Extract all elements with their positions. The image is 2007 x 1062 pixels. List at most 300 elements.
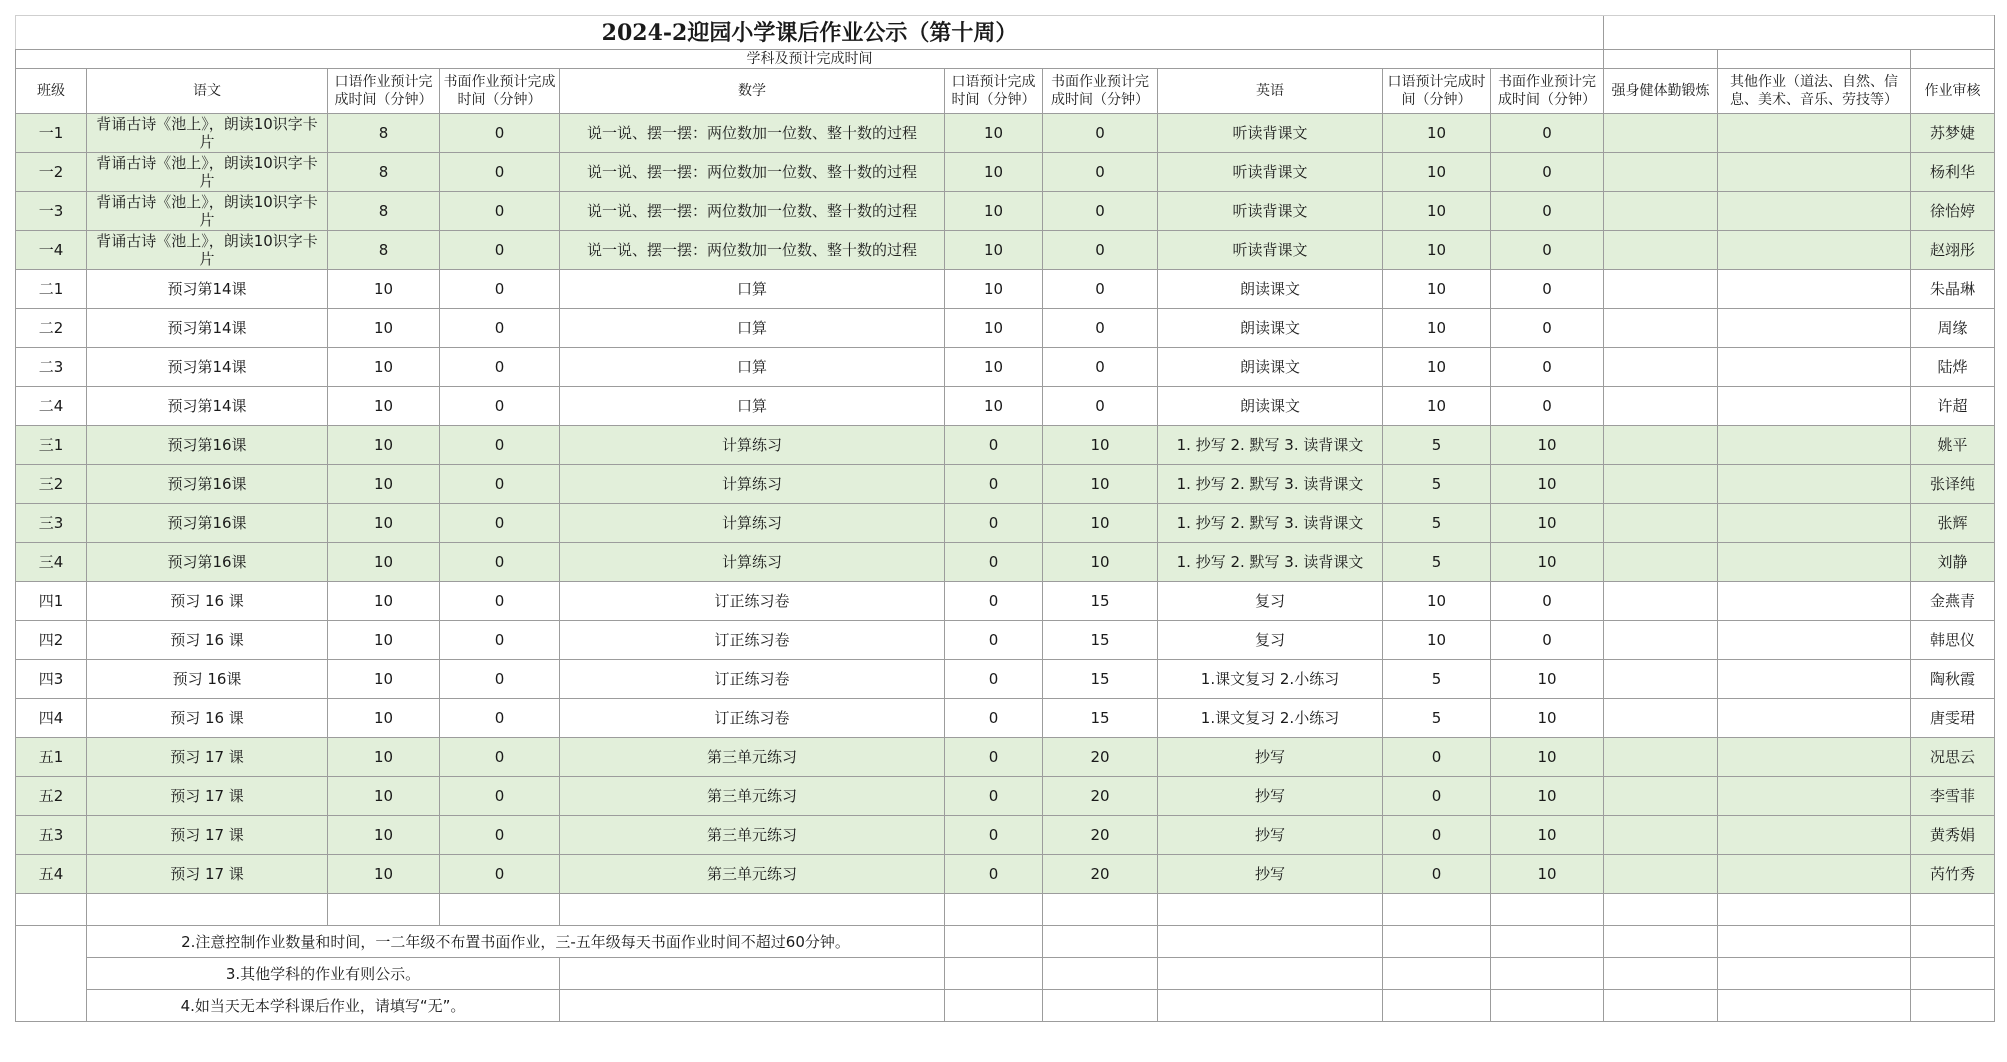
blank-cell[interactable] — [1158, 990, 1383, 1022]
cell-math-oral[interactable]: 10 — [945, 153, 1043, 192]
cell-english-written[interactable]: 10 — [1491, 855, 1604, 894]
cell-math[interactable]: 订正练习卷 — [560, 621, 945, 660]
cell-english-written[interactable]: 0 — [1491, 270, 1604, 309]
cell-chinese-written[interactable]: 0 — [440, 777, 560, 816]
header-written-time-chinese[interactable]: 书面作业预计完成时间（分钟） — [440, 69, 560, 114]
header-other[interactable]: 其他作业（道法、自然、信息、美术、音乐、劳技等） — [1718, 69, 1911, 114]
blank-cell[interactable] — [945, 958, 1043, 990]
cell-math[interactable]: 订正练习卷 — [560, 660, 945, 699]
cell-reviewer[interactable]: 朱晶琳 — [1911, 270, 1995, 309]
cell-other[interactable] — [1718, 699, 1911, 738]
cell-math-written[interactable]: 10 — [1043, 465, 1158, 504]
cell-reviewer[interactable]: 杨利华 — [1911, 153, 1995, 192]
cell-math-oral[interactable]: 0 — [945, 582, 1043, 621]
cell-exercise[interactable] — [1604, 777, 1718, 816]
cell-english-written[interactable]: 10 — [1491, 543, 1604, 582]
cell-math[interactable]: 第三单元练习 — [560, 777, 945, 816]
cell-math-written[interactable]: 0 — [1043, 114, 1158, 153]
cell-class[interactable]: 五2 — [16, 777, 87, 816]
cell-math-oral[interactable]: 10 — [945, 270, 1043, 309]
cell-math[interactable]: 口算 — [560, 387, 945, 426]
cell-class[interactable]: 三2 — [16, 465, 87, 504]
cell-other[interactable] — [1718, 660, 1911, 699]
cell-english-oral[interactable]: 10 — [1383, 621, 1491, 660]
cell-chinese-oral[interactable]: 10 — [328, 387, 440, 426]
cell-other[interactable] — [1718, 348, 1911, 387]
cell-math[interactable]: 口算 — [560, 309, 945, 348]
cell-chinese[interactable]: 预习第14课 — [87, 387, 328, 426]
cell-english-oral[interactable]: 5 — [1383, 426, 1491, 465]
cell-math-written[interactable]: 0 — [1043, 192, 1158, 231]
cell-chinese-written[interactable]: 0 — [440, 270, 560, 309]
cell-english-oral[interactable]: 5 — [1383, 660, 1491, 699]
cell-chinese-written[interactable]: 0 — [440, 582, 560, 621]
cell-chinese-written[interactable]: 0 — [440, 543, 560, 582]
cell-chinese-written[interactable]: 0 — [440, 114, 560, 153]
cell-math-written[interactable]: 0 — [1043, 387, 1158, 426]
cell-chinese[interactable]: 预习 17 课 — [87, 855, 328, 894]
cell-chinese[interactable]: 预习第14课 — [87, 270, 328, 309]
cell-class[interactable]: 一3 — [16, 192, 87, 231]
cell-english[interactable]: 1.课文复习 2.小练习 — [1158, 660, 1383, 699]
cell-exercise[interactable] — [1604, 699, 1718, 738]
cell-exercise[interactable] — [1604, 270, 1718, 309]
cell-chinese-written[interactable]: 0 — [440, 387, 560, 426]
blank-cell[interactable] — [1158, 958, 1383, 990]
cell-chinese[interactable]: 预习 16 课 — [87, 621, 328, 660]
cell-math-written[interactable]: 10 — [1043, 426, 1158, 465]
blank-cell[interactable] — [1718, 958, 1911, 990]
cell-chinese-oral[interactable]: 10 — [328, 699, 440, 738]
cell-other[interactable] — [1718, 465, 1911, 504]
cell-reviewer[interactable]: 周缘 — [1911, 309, 1995, 348]
cell-chinese[interactable]: 预习第16课 — [87, 426, 328, 465]
cell-math[interactable]: 计算练习 — [560, 543, 945, 582]
cell-english[interactable]: 1. 抄写 2. 默写 3. 读背课文 — [1158, 426, 1383, 465]
blank-cell[interactable] — [1491, 990, 1604, 1022]
header-english[interactable]: 英语 — [1158, 69, 1383, 114]
cell-english-written[interactable]: 10 — [1491, 777, 1604, 816]
cell-math[interactable]: 计算练习 — [560, 426, 945, 465]
cell-exercise[interactable] — [1604, 816, 1718, 855]
cell-chinese[interactable]: 预习第16课 — [87, 504, 328, 543]
cell-chinese-written[interactable]: 0 — [440, 660, 560, 699]
cell-english-written[interactable]: 10 — [1491, 426, 1604, 465]
cell-english[interactable]: 听读背课文 — [1158, 231, 1383, 270]
note-text[interactable]: 3.其他学科的作业有则公示。 — [87, 958, 560, 990]
cell-chinese-written[interactable]: 0 — [440, 465, 560, 504]
cell-english-written[interactable]: 0 — [1491, 621, 1604, 660]
cell-chinese[interactable]: 预习第16课 — [87, 543, 328, 582]
cell-english-oral[interactable]: 10 — [1383, 348, 1491, 387]
cell-chinese-written[interactable]: 0 — [440, 816, 560, 855]
cell-english-oral[interactable]: 5 — [1383, 465, 1491, 504]
cell-other[interactable] — [1718, 777, 1911, 816]
cell-math-written[interactable]: 20 — [1043, 777, 1158, 816]
cell-math-oral[interactable]: 0 — [945, 660, 1043, 699]
cell-exercise[interactable] — [1604, 114, 1718, 153]
cell-reviewer[interactable]: 刘静 — [1911, 543, 1995, 582]
blank-cell[interactable] — [1383, 926, 1491, 958]
cell-chinese[interactable]: 背诵古诗《池上》，朗读10识字卡片 — [87, 114, 328, 153]
cell-math-written[interactable]: 10 — [1043, 543, 1158, 582]
cell-math-oral[interactable]: 0 — [945, 816, 1043, 855]
cell-reviewer[interactable]: 姚平 — [1911, 426, 1995, 465]
cell-exercise[interactable] — [1604, 738, 1718, 777]
cell-other[interactable] — [1718, 114, 1911, 153]
cell-english-oral[interactable]: 0 — [1383, 738, 1491, 777]
blank-cell[interactable] — [440, 894, 560, 926]
blank-cell[interactable] — [1604, 50, 1718, 69]
cell-chinese-written[interactable]: 0 — [440, 699, 560, 738]
header-oral-time-chinese[interactable]: 口语作业预计完成时间（分钟） — [328, 69, 440, 114]
cell-class[interactable]: 三4 — [16, 543, 87, 582]
cell-english-written[interactable]: 10 — [1491, 738, 1604, 777]
cell-reviewer[interactable]: 许超 — [1911, 387, 1995, 426]
cell-other[interactable] — [1718, 426, 1911, 465]
cell-other[interactable] — [1718, 582, 1911, 621]
blank-cell[interactable] — [945, 894, 1043, 926]
cell-math-oral[interactable]: 0 — [945, 738, 1043, 777]
cell-math-written[interactable]: 15 — [1043, 699, 1158, 738]
cell-english[interactable]: 抄写 — [1158, 777, 1383, 816]
cell-math-oral[interactable]: 0 — [945, 699, 1043, 738]
cell-math-written[interactable]: 10 — [1043, 504, 1158, 543]
cell-chinese[interactable]: 背诵古诗《池上》，朗读10识字卡片 — [87, 231, 328, 270]
cell-math[interactable]: 说一说、摆一摆：两位数加一位数、整十数的过程 — [560, 192, 945, 231]
cell-english[interactable]: 复习 — [1158, 621, 1383, 660]
blank-cell[interactable] — [1043, 990, 1158, 1022]
blank-cell[interactable] — [1158, 894, 1383, 926]
cell-math-oral[interactable]: 10 — [945, 114, 1043, 153]
cell-math-written[interactable]: 20 — [1043, 855, 1158, 894]
cell-math-written[interactable]: 0 — [1043, 153, 1158, 192]
cell-english-oral[interactable]: 10 — [1383, 192, 1491, 231]
cell-class[interactable]: 一4 — [16, 231, 87, 270]
cell-english-oral[interactable]: 5 — [1383, 699, 1491, 738]
cell-english-oral[interactable]: 0 — [1383, 816, 1491, 855]
cell-class[interactable]: 一2 — [16, 153, 87, 192]
cell-chinese-written[interactable]: 0 — [440, 153, 560, 192]
cell-math[interactable]: 说一说、摆一摆：两位数加一位数、整十数的过程 — [560, 231, 945, 270]
cell-math-written[interactable]: 20 — [1043, 738, 1158, 777]
cell-class[interactable]: 三1 — [16, 426, 87, 465]
subheader-cell[interactable]: 学科及预计完成时间 — [16, 50, 1604, 69]
cell-chinese-written[interactable]: 0 — [440, 348, 560, 387]
cell-chinese[interactable]: 预习 16 课 — [87, 582, 328, 621]
blank-cell[interactable] — [328, 894, 440, 926]
blank-cell[interactable] — [1158, 926, 1383, 958]
cell-chinese-oral[interactable]: 8 — [328, 153, 440, 192]
cell-english-oral[interactable]: 5 — [1383, 504, 1491, 543]
blank-cell[interactable] — [1383, 894, 1491, 926]
cell-chinese[interactable]: 背诵古诗《池上》，朗读10识字卡片 — [87, 192, 328, 231]
blank-cell[interactable] — [1604, 958, 1718, 990]
cell-chinese-oral[interactable]: 10 — [328, 621, 440, 660]
cell-exercise[interactable] — [1604, 660, 1718, 699]
cell-exercise[interactable] — [1604, 621, 1718, 660]
cell-chinese-written[interactable]: 0 — [440, 309, 560, 348]
cell-english[interactable]: 抄写 — [1158, 816, 1383, 855]
header-exercise[interactable]: 强身健体勤锻炼 — [1604, 69, 1718, 114]
cell-class[interactable]: 五4 — [16, 855, 87, 894]
cell-english-written[interactable]: 10 — [1491, 504, 1604, 543]
header-chinese[interactable]: 语文 — [87, 69, 328, 114]
blank-cell[interactable] — [560, 990, 945, 1022]
cell-chinese-written[interactable]: 0 — [440, 192, 560, 231]
blank-cell[interactable] — [87, 894, 328, 926]
cell-chinese-oral[interactable]: 10 — [328, 855, 440, 894]
blank-cell[interactable] — [1911, 50, 1995, 69]
cell-math-oral[interactable]: 0 — [945, 621, 1043, 660]
cell-english-written[interactable]: 10 — [1491, 699, 1604, 738]
blank-cell[interactable] — [1604, 16, 1995, 50]
blank-cell[interactable] — [945, 926, 1043, 958]
cell-reviewer[interactable]: 徐怡婷 — [1911, 192, 1995, 231]
cell-exercise[interactable] — [1604, 153, 1718, 192]
cell-english[interactable]: 1. 抄写 2. 默写 3. 读背课文 — [1158, 504, 1383, 543]
cell-math-written[interactable]: 0 — [1043, 348, 1158, 387]
page-title[interactable]: 2024-2迎园小学课后作业公示（第十周） — [16, 16, 1604, 50]
cell-exercise[interactable] — [1604, 582, 1718, 621]
cell-chinese[interactable]: 预习第16课 — [87, 465, 328, 504]
blank-cell[interactable] — [1043, 958, 1158, 990]
cell-class[interactable]: 二4 — [16, 387, 87, 426]
cell-class[interactable]: 四1 — [16, 582, 87, 621]
cell-math[interactable]: 说一说、摆一摆：两位数加一位数、整十数的过程 — [560, 114, 945, 153]
cell-chinese-oral[interactable]: 10 — [328, 660, 440, 699]
blank-cell[interactable] — [1718, 894, 1911, 926]
blank-cell[interactable] — [16, 926, 87, 1022]
header-written-time-math[interactable]: 书面作业预计完成时间（分钟） — [1043, 69, 1158, 114]
blank-cell[interactable] — [1491, 894, 1604, 926]
cell-reviewer[interactable]: 陶秋霞 — [1911, 660, 1995, 699]
cell-math[interactable]: 口算 — [560, 270, 945, 309]
cell-math-oral[interactable]: 10 — [945, 231, 1043, 270]
header-class[interactable]: 班级 — [16, 69, 87, 114]
cell-english-written[interactable]: 0 — [1491, 192, 1604, 231]
cell-chinese-oral[interactable]: 8 — [328, 231, 440, 270]
cell-class[interactable]: 二1 — [16, 270, 87, 309]
blank-cell[interactable] — [1043, 894, 1158, 926]
blank-cell[interactable] — [1604, 990, 1718, 1022]
cell-english[interactable]: 抄写 — [1158, 738, 1383, 777]
cell-reviewer[interactable]: 况思云 — [1911, 738, 1995, 777]
cell-chinese-written[interactable]: 0 — [440, 504, 560, 543]
cell-chinese-oral[interactable]: 10 — [328, 348, 440, 387]
cell-exercise[interactable] — [1604, 192, 1718, 231]
cell-math-oral[interactable]: 0 — [945, 426, 1043, 465]
cell-math-written[interactable]: 20 — [1043, 816, 1158, 855]
cell-chinese-written[interactable]: 0 — [440, 426, 560, 465]
cell-class[interactable]: 一1 — [16, 114, 87, 153]
blank-cell[interactable] — [16, 894, 87, 926]
blank-cell[interactable] — [1491, 926, 1604, 958]
cell-english[interactable]: 听读背课文 — [1158, 114, 1383, 153]
cell-class[interactable]: 四2 — [16, 621, 87, 660]
cell-english-written[interactable]: 10 — [1491, 465, 1604, 504]
cell-chinese-oral[interactable]: 8 — [328, 114, 440, 153]
header-oral-time-math[interactable]: 口语预计完成时间（分钟） — [945, 69, 1043, 114]
cell-english[interactable]: 听读背课文 — [1158, 192, 1383, 231]
cell-chinese-written[interactable]: 0 — [440, 231, 560, 270]
cell-english[interactable]: 听读背课文 — [1158, 153, 1383, 192]
blank-cell[interactable] — [1718, 990, 1911, 1022]
cell-math-written[interactable]: 0 — [1043, 309, 1158, 348]
cell-exercise[interactable] — [1604, 855, 1718, 894]
cell-math[interactable]: 计算练习 — [560, 465, 945, 504]
cell-math-written[interactable]: 0 — [1043, 270, 1158, 309]
cell-class[interactable]: 二2 — [16, 309, 87, 348]
cell-math-oral[interactable]: 0 — [945, 543, 1043, 582]
cell-english[interactable]: 1.课文复习 2.小练习 — [1158, 699, 1383, 738]
cell-reviewer[interactable]: 陆烨 — [1911, 348, 1995, 387]
cell-class[interactable]: 五3 — [16, 816, 87, 855]
cell-math[interactable]: 第三单元练习 — [560, 816, 945, 855]
cell-math-written[interactable]: 15 — [1043, 660, 1158, 699]
cell-chinese[interactable]: 预习 17 课 — [87, 738, 328, 777]
cell-other[interactable] — [1718, 738, 1911, 777]
cell-english-written[interactable]: 10 — [1491, 816, 1604, 855]
cell-other[interactable] — [1718, 309, 1911, 348]
cell-chinese-oral[interactable]: 10 — [328, 426, 440, 465]
blank-cell[interactable] — [560, 894, 945, 926]
blank-cell[interactable] — [1491, 958, 1604, 990]
cell-english[interactable]: 朗读课文 — [1158, 270, 1383, 309]
cell-chinese-written[interactable]: 0 — [440, 855, 560, 894]
cell-math-written[interactable]: 15 — [1043, 582, 1158, 621]
cell-exercise[interactable] — [1604, 387, 1718, 426]
header-reviewer[interactable]: 作业审核 — [1911, 69, 1995, 114]
cell-math-oral[interactable]: 10 — [945, 348, 1043, 387]
cell-exercise[interactable] — [1604, 426, 1718, 465]
cell-english-written[interactable]: 10 — [1491, 660, 1604, 699]
cell-chinese-oral[interactable]: 10 — [328, 816, 440, 855]
cell-english-written[interactable]: 0 — [1491, 348, 1604, 387]
cell-exercise[interactable] — [1604, 309, 1718, 348]
cell-reviewer[interactable]: 黄秀娟 — [1911, 816, 1995, 855]
cell-exercise[interactable] — [1604, 231, 1718, 270]
cell-reviewer[interactable]: 芮竹秀 — [1911, 855, 1995, 894]
cell-chinese-oral[interactable]: 8 — [328, 192, 440, 231]
cell-reviewer[interactable]: 张辉 — [1911, 504, 1995, 543]
cell-chinese[interactable]: 预习 17 课 — [87, 816, 328, 855]
cell-class[interactable]: 三3 — [16, 504, 87, 543]
cell-english-oral[interactable]: 0 — [1383, 855, 1491, 894]
cell-english-written[interactable]: 0 — [1491, 309, 1604, 348]
cell-reviewer[interactable]: 张译纯 — [1911, 465, 1995, 504]
cell-other[interactable] — [1718, 504, 1911, 543]
blank-cell[interactable] — [1383, 958, 1491, 990]
cell-english-written[interactable]: 0 — [1491, 231, 1604, 270]
cell-reviewer[interactable]: 赵翊彤 — [1911, 231, 1995, 270]
cell-english[interactable]: 抄写 — [1158, 855, 1383, 894]
cell-other[interactable] — [1718, 387, 1911, 426]
cell-english[interactable]: 朗读课文 — [1158, 348, 1383, 387]
cell-class[interactable]: 二3 — [16, 348, 87, 387]
cell-reviewer[interactable]: 金燕青 — [1911, 582, 1995, 621]
blank-cell[interactable] — [1718, 926, 1911, 958]
cell-english[interactable]: 1. 抄写 2. 默写 3. 读背课文 — [1158, 465, 1383, 504]
cell-math[interactable]: 订正练习卷 — [560, 582, 945, 621]
note-text[interactable]: 2.注意控制作业数量和时间，一二年级不布置书面作业，三-五年级每天书面作业时间不超过60分钟。 — [87, 926, 945, 958]
cell-english[interactable]: 复习 — [1158, 582, 1383, 621]
blank-cell[interactable] — [945, 990, 1043, 1022]
cell-exercise[interactable] — [1604, 348, 1718, 387]
cell-english-oral[interactable]: 5 — [1383, 543, 1491, 582]
cell-english[interactable]: 朗读课文 — [1158, 387, 1383, 426]
blank-cell[interactable] — [560, 958, 945, 990]
cell-chinese[interactable]: 预习 16 课 — [87, 699, 328, 738]
blank-cell[interactable] — [1911, 958, 1995, 990]
cell-other[interactable] — [1718, 153, 1911, 192]
cell-english-oral[interactable]: 0 — [1383, 777, 1491, 816]
cell-exercise[interactable] — [1604, 465, 1718, 504]
blank-cell[interactable] — [1043, 926, 1158, 958]
blank-cell[interactable] — [1383, 990, 1491, 1022]
cell-other[interactable] — [1718, 231, 1911, 270]
header-oral-time-english[interactable]: 口语预计完成时间（分钟） — [1383, 69, 1491, 114]
cell-class[interactable]: 四4 — [16, 699, 87, 738]
cell-english-written[interactable]: 0 — [1491, 153, 1604, 192]
cell-reviewer[interactable]: 唐雯珺 — [1911, 699, 1995, 738]
cell-math-written[interactable]: 15 — [1043, 621, 1158, 660]
cell-reviewer[interactable]: 李雪菲 — [1911, 777, 1995, 816]
cell-chinese[interactable]: 预习 17 课 — [87, 777, 328, 816]
cell-other[interactable] — [1718, 270, 1911, 309]
blank-cell[interactable] — [1604, 926, 1718, 958]
cell-math[interactable]: 计算练习 — [560, 504, 945, 543]
cell-english-oral[interactable]: 10 — [1383, 153, 1491, 192]
cell-exercise[interactable] — [1604, 504, 1718, 543]
cell-english-oral[interactable]: 10 — [1383, 309, 1491, 348]
cell-chinese-oral[interactable]: 10 — [328, 504, 440, 543]
cell-math-oral[interactable]: 0 — [945, 777, 1043, 816]
cell-other[interactable] — [1718, 192, 1911, 231]
cell-reviewer[interactable]: 韩思仪 — [1911, 621, 1995, 660]
cell-math-oral[interactable]: 10 — [945, 309, 1043, 348]
cell-english-oral[interactable]: 10 — [1383, 231, 1491, 270]
cell-chinese-written[interactable]: 0 — [440, 621, 560, 660]
cell-math[interactable]: 第三单元练习 — [560, 855, 945, 894]
cell-english-oral[interactable]: 10 — [1383, 387, 1491, 426]
cell-chinese-oral[interactable]: 10 — [328, 465, 440, 504]
cell-english-oral[interactable]: 10 — [1383, 582, 1491, 621]
cell-math[interactable]: 第三单元练习 — [560, 738, 945, 777]
cell-english-oral[interactable]: 10 — [1383, 270, 1491, 309]
cell-math[interactable]: 说一说、摆一摆：两位数加一位数、整十数的过程 — [560, 153, 945, 192]
cell-other[interactable] — [1718, 621, 1911, 660]
cell-chinese-oral[interactable]: 10 — [328, 738, 440, 777]
cell-chinese-oral[interactable]: 10 — [328, 582, 440, 621]
cell-chinese-oral[interactable]: 10 — [328, 777, 440, 816]
cell-math-oral[interactable]: 0 — [945, 855, 1043, 894]
cell-class[interactable]: 四3 — [16, 660, 87, 699]
cell-math-written[interactable]: 0 — [1043, 231, 1158, 270]
blank-cell[interactable] — [1911, 990, 1995, 1022]
cell-chinese[interactable]: 预习第14课 — [87, 309, 328, 348]
blank-cell[interactable] — [1718, 50, 1911, 69]
cell-class[interactable]: 五1 — [16, 738, 87, 777]
cell-other[interactable] — [1718, 816, 1911, 855]
cell-chinese-oral[interactable]: 10 — [328, 270, 440, 309]
cell-math-oral[interactable]: 10 — [945, 387, 1043, 426]
cell-math[interactable]: 订正练习卷 — [560, 699, 945, 738]
cell-english[interactable]: 1. 抄写 2. 默写 3. 读背课文 — [1158, 543, 1383, 582]
blank-cell[interactable] — [1604, 894, 1718, 926]
blank-cell[interactable] — [1911, 894, 1995, 926]
cell-chinese[interactable]: 背诵古诗《池上》，朗读10识字卡片 — [87, 153, 328, 192]
